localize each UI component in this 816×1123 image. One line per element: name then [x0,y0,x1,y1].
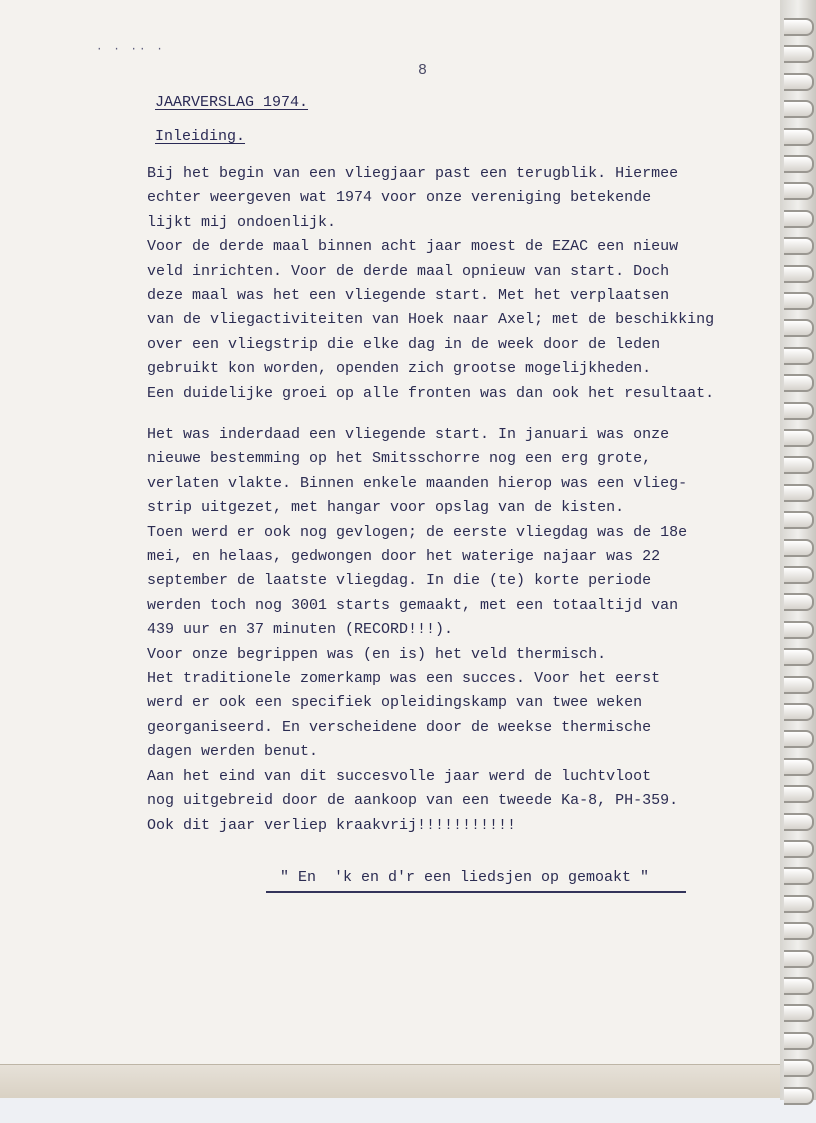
binding-coil [784,648,814,666]
binding-coil [784,1059,814,1077]
binding-coil [784,182,814,200]
binding-coil [784,1032,814,1050]
typewriter-marks: · · ·· · [96,44,165,56]
page-number: 8 [418,62,428,79]
binding-coil [784,128,814,146]
binding-coil [784,18,814,36]
report-title: JAARVERSLAG 1974. [155,94,309,111]
page-bottom-edge [0,1064,790,1101]
text-line: Bij het begin van een vliegjaar past een terugblik. Hiermee [147,165,679,182]
scan-background [0,1098,816,1123]
binding-coil [784,210,814,228]
text-line: deze maal was het een vliegende start. Met het verplaatsen [147,287,670,305]
binding-coil [784,676,814,694]
binding-coil [784,100,814,118]
binding-coil [784,785,814,803]
text-line: echter weergeven wat 1974 voor onze vereniging betekende [147,189,652,207]
binding-coil [784,402,814,420]
text-line: Voor onze begrippen was (en is) het veld thermisch. [147,645,607,663]
binding-coil [784,922,814,940]
binding-coil [784,1087,814,1105]
binding-coil [784,429,814,447]
binding-coil [784,840,814,858]
text-line: gebruikt kon worden, openden zich grootse mogelijkheden. [147,360,652,378]
closing-quote: " En 'k en d'r een liedsjen op gemoakt " [280,869,650,886]
text-line: lijkt mij ondoenlijk. [147,213,337,231]
text-line: Het traditionele zomerkamp was een succes. Voor het eerst [147,670,661,688]
binding-coil [784,374,814,392]
binding-coil [784,566,814,584]
text-line: Ook dit jaar verliep kraakvrij!!!!!!!!!!! [147,816,517,834]
binding-coil [784,703,814,721]
binding-coil [784,456,814,474]
binding-coil [784,867,814,885]
text-line: over een vliegstrip die elke dag in de week door de leden [147,335,661,353]
binding-coil [784,319,814,337]
text-line: Toen werd er ook nog gevlogen; de eerste vliegdag was de 18e [147,523,688,541]
text-line: strip uitgezet, met hangar voor opslag van de kisten. [147,499,625,517]
text-line: werden toch nog 3001 starts gemaakt, met een totaaltijd van [147,596,679,614]
binding-coil [784,593,814,611]
text-line: nieuwe bestemming op het Smitsschorre nog een erg grote, [147,450,652,468]
text-line: mei, en helaas, gedwongen door het waterige najaar was 22 [147,548,661,566]
binding-coil [784,895,814,913]
text-line: dagen werden benut. [147,743,319,761]
binding-coil [784,265,814,283]
binding-coil [784,730,814,748]
binding-coil [784,621,814,639]
text-line: werd er ook een specifiek opleidingskamp van twee weken [147,694,643,712]
paragraph-introduction [147,162,777,406]
paragraph-year-review [147,423,777,838]
text-line: 439 uur en 37 minuten (RECORD!!!). [147,621,454,639]
binding-coil [784,758,814,776]
binding-coil [784,484,814,502]
binding-coil [784,539,814,557]
binding-coil [784,73,814,91]
binding-coil [784,237,814,255]
binding-coil [784,347,814,365]
text-line: verlaten vlakte. Binnen enkele maanden hierop was een vlieg- [147,474,688,492]
binding-coil [784,155,814,173]
text-line: Een duidelijke groei op alle fronten was dan ook het resultaat. [147,384,715,402]
binding-coil [784,511,814,529]
text-line: van de vliegactiviteiten van Hoek naar Axel; met de beschikking [147,311,715,329]
binding-coil [784,292,814,310]
text-line: veld inrichten. Voor de derde maal opnieuw van start. Doch [147,262,670,280]
text-line: georganiseerd. En verscheidene door de weekse thermische [147,718,652,736]
binding-coil [784,950,814,968]
binding-coil [784,977,814,995]
text-line: Aan het eind van dit succesvolle jaar werd de luchtvloot [147,767,652,785]
section-heading: Inleiding. [155,128,246,145]
text-line: september de laatste vliegdag. In die (te) korte periode [147,572,652,590]
text-line: Het was inderdaad een vliegende start. In januari was onze [147,426,670,443]
closing-underline [266,891,686,893]
binding-coil [784,1004,814,1022]
text-line: Voor de derde maal binnen acht jaar moest de EZAC een nieuw [147,238,679,256]
binding-coil [784,813,814,831]
binding-coil [784,45,814,63]
text-line: nog uitgebreid door de aankoop van een tweede Ka-8, PH-359. [147,792,679,810]
